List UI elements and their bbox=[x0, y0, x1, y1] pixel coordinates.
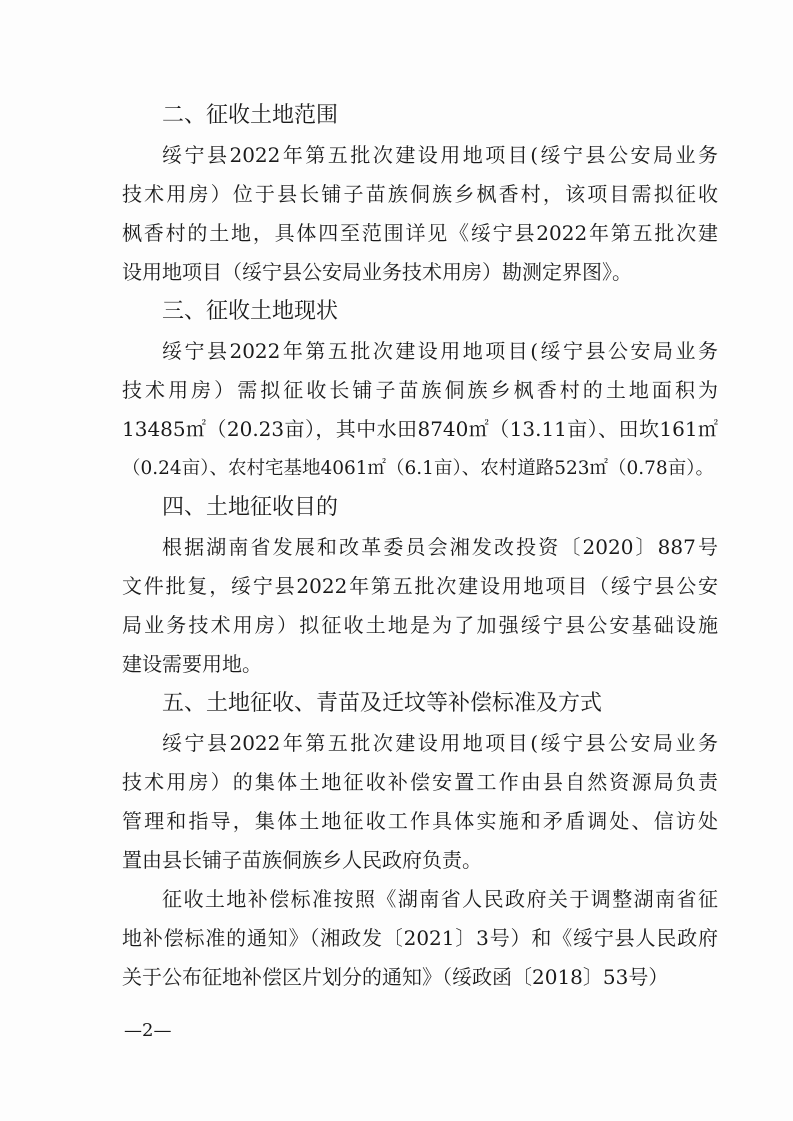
paragraph-line: 根据湖南省发展和改革委员会湘发改投资〔2020〕887号 bbox=[162, 535, 718, 559]
paragraph-line: 建设需要用地。 bbox=[122, 652, 262, 676]
paragraph bbox=[122, 332, 718, 488]
paragraph-line: 绥宁县2022年第五批次建设用地项目(绥宁县公安局业务 bbox=[162, 143, 718, 167]
paragraph-line: 绥宁县2022年第五批次建设用地项目(绥宁县公安局业务 bbox=[162, 339, 718, 363]
paragraph-line: 关于公布征地补偿区片划分的通知》（绥政函〔2018〕53号） bbox=[122, 965, 669, 989]
paragraph-line: 局业务技术用房）拟征收土地是为了加强绥宁县公安基础设施 bbox=[122, 613, 718, 637]
paragraph-line: 13485㎡（20.23亩），其中水田8740㎡（13.11亩）、田坎161㎡ bbox=[122, 417, 718, 441]
paragraph-line: 文件批复，绥宁县2022年第五批次建设用地项目（绥宁县公安 bbox=[122, 574, 718, 598]
document-body bbox=[122, 96, 718, 997]
paragraph-line: 技术用房）位于县长铺子苗族侗族乡枫香村，该项目需拟征收 bbox=[122, 182, 718, 206]
paragraph-line: 技术用房）的集体土地征收补偿安置工作由县自然资源局负责 bbox=[122, 770, 718, 794]
section-heading: 五、土地征收、青苗及迁坟等补偿标准及方式 bbox=[162, 691, 603, 716]
paragraph bbox=[122, 724, 718, 880]
section-heading: 二、征收土地范围 bbox=[162, 103, 339, 128]
paragraph-line: 征收土地补偿标准按照《湖南省人民政府关于调整湖南省征 bbox=[162, 887, 718, 911]
paragraph-line: 绥宁县2022年第五批次建设用地项目(绥宁县公安局业务 bbox=[162, 731, 718, 755]
paragraph bbox=[122, 136, 718, 292]
paragraph bbox=[122, 528, 718, 684]
paragraph-line: 枫香村的土地，具体四至范围详见《绥宁县2022年第五批次建 bbox=[122, 221, 718, 245]
paragraph-line: 置由县长铺子苗族侗族乡人民政府负责。 bbox=[122, 848, 482, 872]
section-heading: 四、土地征收目的 bbox=[162, 495, 339, 520]
paragraph-line: 设用地项目（绥宁县公安局业务技术用房）勘测定界图》。 bbox=[122, 260, 632, 284]
section-heading: 三、征收土地现状 bbox=[162, 299, 339, 324]
paragraph bbox=[122, 880, 718, 997]
paragraph-line: 管理和指导，集体土地征收工作具体实施和矛盾调处、信访处 bbox=[122, 809, 718, 833]
page-number: —2— bbox=[124, 1020, 172, 1041]
paragraph-line: 地补偿标准的通知》（湘政发〔2021〕3号）和《绥宁县人民政府 bbox=[122, 926, 718, 950]
paragraph-line: 技术用房）需拟征收长铺子苗族侗族乡枫香村的土地面积为 bbox=[122, 378, 718, 402]
paragraph-line: （0.24亩）、农村宅基地4061㎡（6.1亩）、农村道路523㎡（0.78亩）。 bbox=[122, 458, 714, 479]
